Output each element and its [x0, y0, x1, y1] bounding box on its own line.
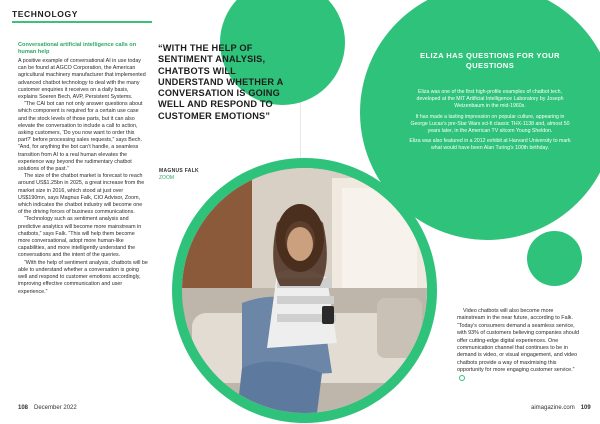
- header-rule: [12, 21, 152, 23]
- site-name: aimagazine.com: [531, 405, 575, 411]
- article-subhead: Conversational artificial intelligence calls on human help: [18, 42, 137, 55]
- quote-attribution-org: ZOOM: [159, 175, 174, 181]
- sidebar-paragraph: Eliza was one of the first high-profile examples of chatbot tech, developed at the MIT Artificial Intelligence Laboratory by Joseph Weizenbaum in the mid-1960s.: [416, 89, 564, 109]
- pull-quote: “WITH THE HELP OF SENTIMENT ANALYSIS, CHATBOTS WILL UNDERSTAND WHETHER A CONVERSATION IS GOING WELL AND RESPOND TO CUSTOMER EMOTIONS”: [158, 43, 284, 121]
- body-paragraph: [457, 308, 579, 382]
- body-paragraph: “Technology such as sentiment analysis and predictive analytics will become more mainstream in chatbots,” says Falk. “This will help them become more conversational, adopt more human-like capabilities, and more intelligently understand the conversations and the intent of the queries.: [18, 216, 142, 259]
- quote-attribution-name: MAGNUS FALK: [159, 168, 199, 174]
- sidebar-title: ELIZA HAS QUESTIONS FOR YOUR QUESTIONS: [420, 51, 560, 70]
- body-paragraph: The size of the chatbot market is forecast to reach around US$1.25bn in 2025, a great increase from the market size in 2016, which stood at just over US$190mn, says Magnus Falk, CIO Advisor, Zoom, which indicates the chatbot industry will become one of the driving forces of business communications.: [18, 173, 145, 216]
- sidebar-paragraph: It has made a lasting impression on popular culture, appearing in George Lucas’s pre-Star Wars sci-fi classic THX-1138 and, almost 50 years later, in the American TV sitcom Young Sheldon.: [410, 113, 570, 134]
- woman-with-phone-photo: [182, 168, 427, 413]
- body-paragraph: “With the help of sentiment analysis, chatbots will be able to understand whether a conversation is going well and respond to customer emotions accordingly, improving effective communication and user experience.”: [18, 259, 148, 295]
- right-column-text: [457, 308, 579, 382]
- photo-illustration: [182, 168, 427, 413]
- body-paragraph: A positive example of conversational AI in use today can be found at AGCO Corporation, the American agricultural machinery manufacturer that implemented advanced chatbot technology to deal with the many customer enquiries it receives on a daily basis, explains Soeren Bech, AVP, Persistent Systems.: [18, 58, 146, 101]
- right-paragraph-text: Video chatbots will also become more mainstream in the near future, according to Falk. “Today’s consumers demand a seamless service, with 93% of customers believing companies should offer cutting-edge digital experiences. One communication channel that continues to be in demand is video, or visual engagement, and video chatbots provide a way of maximising this opportunity for more engaging customer service.”: [457, 308, 579, 374]
- page-number-left: 108: [18, 405, 29, 411]
- end-mark-icon: [459, 375, 465, 381]
- photo-frame-circle: [172, 158, 437, 423]
- sidebar-paragraph: Eliza was also featured in a 2012 exhibit at Harvard University to mark what would have been Alan Turing’s 100th birthday.: [409, 138, 571, 152]
- body-paragraph: “The CAI bot can not only answer questions about which component is required for a certain use case and the stock levels of those parts, but it can also elevate the conversation to include a call to action, asking customers, ‘Do you now want to order this part?’ before processing sales requests,” says Bech. “And, for anything the bot can’t handle, a seamless transition from AI to a real human elevates the experience way beyond the rudimentary chatbot solutions of the past.”: [18, 101, 143, 173]
- sidebar-body: [407, 89, 573, 156]
- page-number-right: 109: [580, 405, 591, 411]
- article-body: [18, 58, 148, 296]
- issue-date: December 2022: [34, 405, 77, 411]
- folio-right: [531, 405, 591, 411]
- section-label: TECHNOLOGY: [12, 9, 78, 19]
- decorative-circle-small: [527, 231, 582, 286]
- folio-left: [18, 405, 77, 411]
